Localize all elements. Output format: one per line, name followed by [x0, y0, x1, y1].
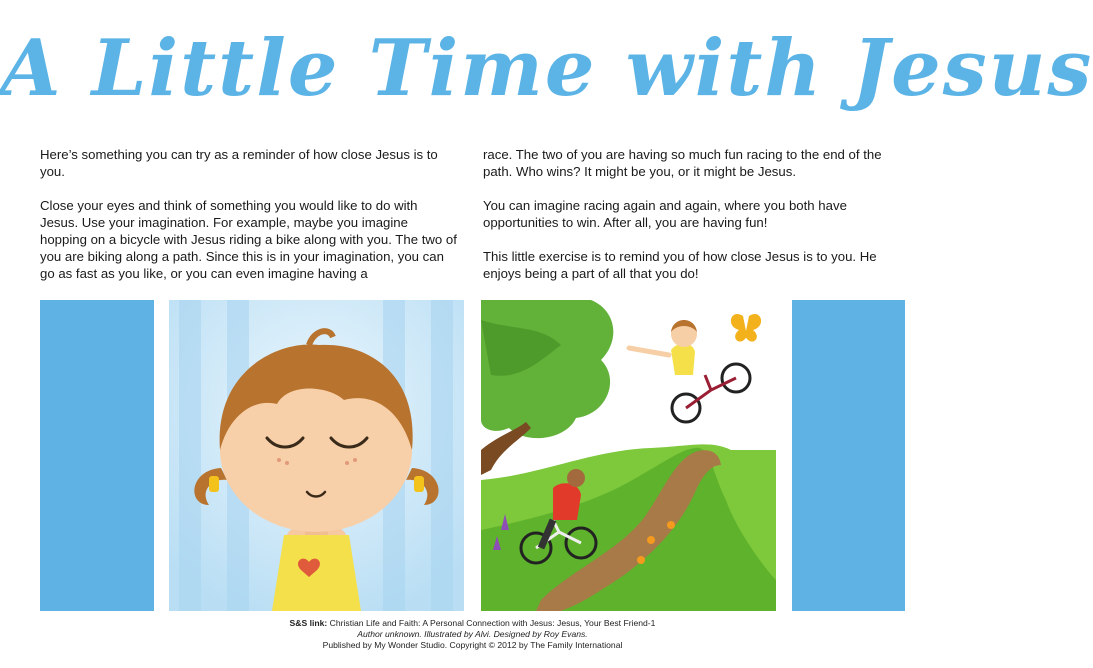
footer	[0, 618, 945, 651]
paragraph: Close your eyes and think of something you would like to do with Jesus. Use your imagination. For example, maybe you imagine hopping on a bicycle with Jesus riding a bike along with you. The two of you are biking along a path. Since this is in your imagination, you can go as fast as you like, or you can even imagine having a	[40, 198, 457, 281]
paragraph: race. The two of you are having so much fun racing to the end of the path. Who wins? It might be you, or it might be Jesus.	[483, 147, 882, 179]
text-column-right	[483, 146, 901, 299]
text-column-left	[40, 146, 458, 299]
bike-race-illustration	[481, 300, 776, 611]
decorative-side-bar-left	[40, 300, 154, 611]
paragraph: This little exercise is to remind you of how close Jesus is to you. He enjoys being a part of all that you do!	[483, 249, 877, 281]
footer-link-text: Christian Life and Faith: A Personal Connection with Jesus: Jesus, Your Best Friend-1	[329, 618, 656, 628]
footer-link-line	[0, 618, 945, 629]
girl-eyes-closed-illustration	[169, 300, 464, 611]
footer-publisher: Published by My Wonder Studio. Copyright © 2012 by The Family International	[322, 640, 623, 650]
paragraph: You can imagine racing again and again, where you both have opportunities to win. After all, you are having fun!	[483, 198, 847, 230]
decorative-side-bar-right	[792, 300, 905, 611]
page-title: A Little Time with Jesus	[0, 23, 1093, 114]
footer-link-label: S&S link:	[289, 618, 328, 628]
footer-credits: Author unknown. Illustrated by Alvi. Designed by Roy Evans.	[357, 629, 588, 639]
paragraph: Here’s something you can try as a reminder of how close Jesus is to you.	[40, 147, 438, 179]
